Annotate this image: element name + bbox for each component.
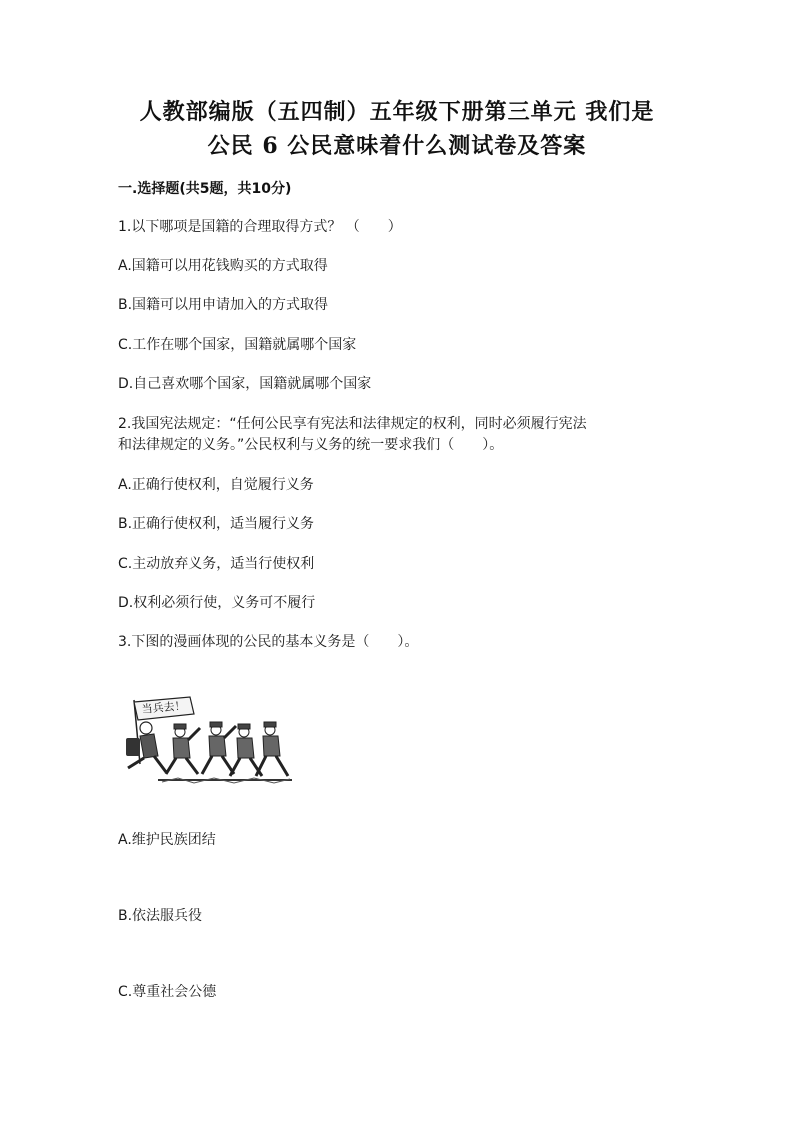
question-2-stem-line-2: 和法律规定的义务。”公民权利与义务的统一要求我们（ ）。 [118,437,504,453]
question-2-option-d: D.权利必须行使，义务可不履行 [118,595,316,611]
question-1-stem: 1.以下哪项是国籍的合理取得方式？ （ ） [118,219,402,235]
question-3-stem: 3.下图的漫画体现的公民的基本义务是（ ）。 [118,634,419,650]
section-heading: 一.选择题(共5题，共10分) [118,181,292,197]
question-2-option-c: C.主动放弃义务，适当行使权利 [118,556,315,572]
question-2-option-a: A.正确行使权利，自觉履行义务 [118,477,314,493]
question-3-option-b: B.依法服兵役 [118,908,203,924]
soldier-march-cartoon [118,694,294,790]
page-title-line-1: 人教部编版（五四制）五年级下册第三单元 我们是 [139,99,655,125]
question-1-option-d: D.自己喜欢哪个国家，国籍就属哪个国家 [118,376,372,392]
question-1-option-b: B.国籍可以用申请加入的方式取得 [118,297,329,313]
question-1-option-c: C.工作在哪个国家，国籍就属哪个国家 [118,337,357,353]
question-3-option-a: A.维护民族团结 [118,832,216,848]
page-title-line-2: 公民 6 公民意味着什么测试卷及答案 [207,133,587,159]
banner-text: 当兵去！ [141,699,187,716]
question-2-option-b: B.正确行使权利，适当履行义务 [118,516,315,532]
question-2-stem-line-1: 2.我国宪法规定：“任何公民享有宪法和法律规定的权利，同时必须履行宪法 [118,416,587,432]
question-1-option-a: A.国籍可以用花钱购买的方式取得 [118,258,328,274]
question-3-option-c: C.尊重社会公德 [118,984,217,1000]
